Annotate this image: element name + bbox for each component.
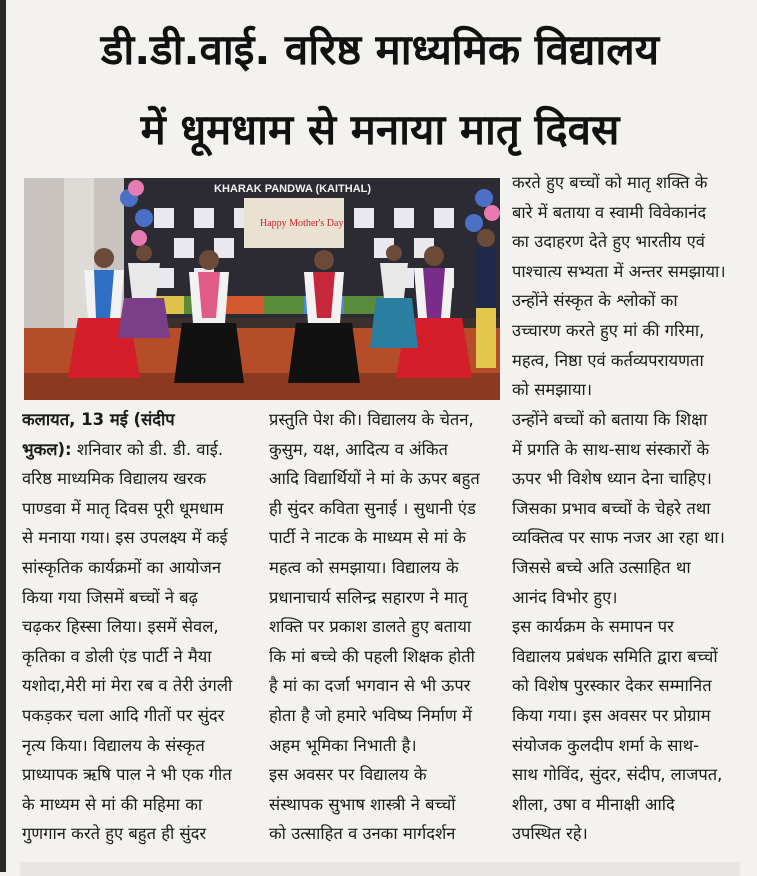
- text-line: का उदाहरण देते हुए भारतीय एवं: [512, 232, 705, 252]
- text-line: नृत्य किया। विद्यालय के संस्कृत: [22, 735, 205, 755]
- dateline: कलायत, 13 मई (संदीप: [22, 410, 175, 429]
- text-line: साथ गोविंद, सुंदर, संदीप, लाजपत,: [512, 765, 723, 785]
- text-line: उन्होंने बच्चों को बताया कि शिक्षा: [512, 410, 708, 429]
- column-3-top: [512, 168, 748, 405]
- text-line: है मां का दर्जा भगवान से भी ऊपर: [269, 676, 471, 696]
- text-line: महत्व, निष्ठा एवं कर्तव्यपरायणता: [512, 350, 704, 370]
- headline-line-2: में धूमधाम से मनाया मातृ दिवस: [140, 105, 620, 154]
- text-line: यशोदा,मेरी मां मेरा रब व तेरी उंगली: [22, 676, 233, 696]
- text-line: वरिष्ठ माध्यमिक विद्यालय खरक: [22, 469, 207, 489]
- text-line: किया गया जिसमें बच्चों ने बढ़: [22, 587, 198, 607]
- text-line: कृतिका व डोली एंड पार्टी ने मैया: [22, 646, 212, 666]
- text-line: के माध्यम से मां की महिमा का: [22, 794, 203, 814]
- text-line: करते हुए बच्चों को मातृ शक्ति के: [512, 173, 708, 192]
- text-line: गुणगान करते हुए बहुत ही सुंदर: [22, 824, 207, 844]
- text-line: संयोजक कुलदीप शर्मा के साथ-: [512, 735, 700, 755]
- text-line: विद्यालय प्रबंधक समिति द्वारा बच्चों: [512, 646, 718, 666]
- text-line: संस्थापक सुभाष शास्त्री ने बच्चों: [269, 794, 456, 814]
- text-line: उपस्थित रहे।: [512, 824, 588, 844]
- text-line: कुसुम, यक्ष, आदित्य व अंकित: [269, 439, 448, 459]
- text-line: आनंद विभोर हुए।: [512, 587, 618, 607]
- article-photo: [24, 178, 500, 400]
- text-line: कि मां बच्चे की पहली शिक्षक होती: [269, 646, 475, 666]
- column-3-bottom: [512, 405, 748, 849]
- text-line: शीला, उषा व मीनाक्षी आदि: [512, 794, 675, 814]
- next-article-strip: [20, 862, 740, 876]
- text-line: प्राध्यापक ऋषि पाल ने भी एक गीत: [22, 765, 232, 785]
- text-line: को विशेष पुरस्कार देकर सम्मानित: [512, 676, 712, 696]
- standing-adult: [476, 229, 496, 368]
- text-line: चढ़कर हिस्सा लिया। इसमें सेवल,: [22, 617, 219, 637]
- text-line: महत्व को समझाया। विद्यालय के: [269, 557, 459, 577]
- text-line: आदि विद्यार्थियों ने मां के ऊपर बहुत: [269, 469, 480, 489]
- text-line: किया गया। इस अवसर पर प्रोग्राम: [512, 705, 711, 725]
- text-line: इस कार्यक्रम के समापन पर: [512, 617, 674, 637]
- text-line: पकड़कर चला आदि गीतों पर सुंदर: [22, 705, 225, 725]
- text-line: प्रधानाचार्य सलिन्द्र सहारण ने मातृ: [269, 587, 468, 607]
- text-line: जिससे बच्चे अति उत्साहित था: [512, 557, 691, 577]
- text-line: सांस्कृतिक कार्यक्रमों का आयोजन: [22, 557, 221, 577]
- dateline-author: भुकल):: [22, 439, 72, 459]
- text-line: बारे में बताया व स्वामी विवेकानंद: [512, 202, 707, 222]
- text-line: से मनाया गया। इस उपलक्ष्य में कई: [22, 528, 228, 548]
- text-line: में प्रगति के साथ-साथ संस्कारों के: [512, 439, 710, 459]
- text-line: उच्चारण करते हुए मां की गरिमा,: [512, 320, 705, 340]
- text-line: पाश्चात्य सभ्यता में अन्तर समझाया।: [512, 261, 726, 281]
- text-line: ही सुंदर कविता सुनाई । सुधानी एंड: [269, 498, 476, 518]
- board-text: Happy Mother's Day: [260, 218, 344, 229]
- dance-performance-image: [24, 178, 500, 400]
- text-line: शक्ति पर प्रकाश डालते हुए बताया: [269, 617, 472, 637]
- text-line: जिसका प्रभाव बच्चों के चेहरे तथा: [512, 498, 711, 518]
- text-line: उन्होंने संस्कृत के श्लोकों का: [512, 291, 678, 311]
- banner-text: KHARAK PANDWA (KAITHAL): [214, 183, 372, 195]
- headline-line-1: डी.डी.वाई. वरिष्ठ माध्यमिक विद्यालय: [100, 25, 660, 74]
- text-line: शनिवार को डी. डी. वाई.: [76, 439, 224, 459]
- page-border: [0, 0, 6, 872]
- text-line: प्रस्तुति पेश की। विद्यालय के चेतन,: [269, 410, 474, 429]
- column-2: [269, 405, 504, 849]
- text-line: होता है जो हमारे भविष्य निर्माण में: [269, 705, 472, 725]
- text-line: पार्टी ने नाटक के माध्यम से मां के: [269, 528, 466, 548]
- text-line: ऊपर भी विशेष ध्यान देना चाहिए।: [512, 469, 712, 489]
- text-line: इस अवसर पर विद्यालय के: [269, 765, 427, 785]
- column-1: [22, 405, 258, 849]
- text-line: व्यक्तित्व पर साफ नजर आ रहा था।: [512, 528, 725, 548]
- text-line: अहम भूमिका निभाती है।: [269, 735, 417, 755]
- text-line: को उत्साहित व उनका मार्गदर्शन: [269, 824, 456, 844]
- text-line: को समझाया।: [512, 380, 593, 400]
- text-line: पाण्डवा में मातृ दिवस पूरी धूमधाम: [22, 498, 224, 518]
